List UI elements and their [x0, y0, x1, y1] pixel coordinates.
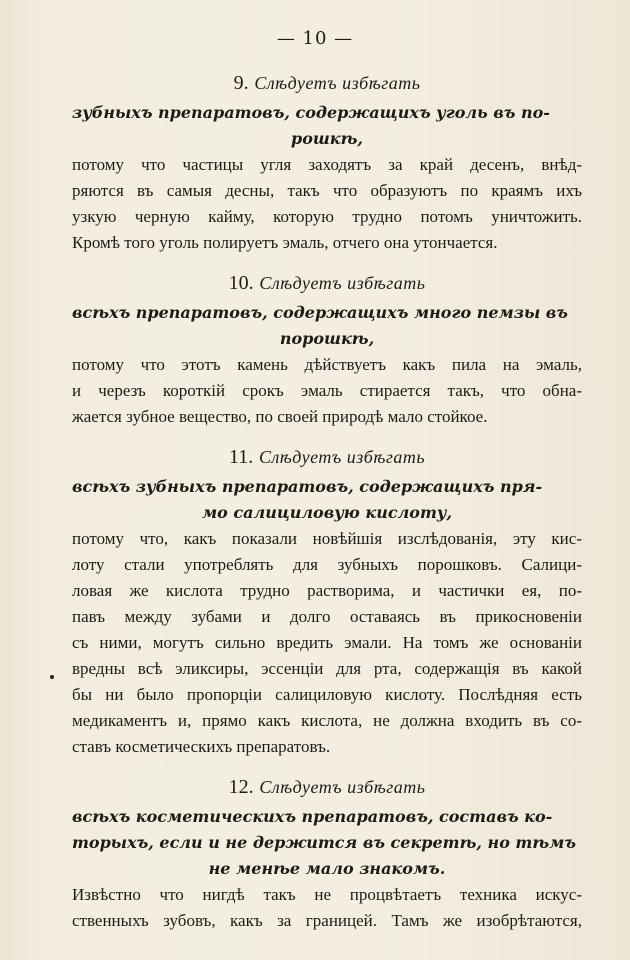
body-line: потому что этотъ камень дѣйствуетъ какъ пила на эмаль, [72, 355, 582, 374]
section-heading-text: Слѣдуетъ избѣгать [259, 777, 426, 797]
section-subject [72, 100, 582, 152]
section-number: 11. [228, 446, 254, 468]
section-heading [72, 774, 582, 801]
subject-line: всѣхъ зубныхъ препаратовъ, содержащихъ пря- [72, 477, 543, 496]
page-content [72, 70, 582, 948]
section-number: 9. [233, 72, 249, 94]
section-number: 12. [228, 776, 254, 798]
body-line: павъ между зубами и долго оставаясь въ прикосновеніи [72, 607, 582, 626]
body-line: жается зубное вещество, по своей природѣ мало стойкое. [72, 407, 488, 426]
section-11 [72, 444, 582, 760]
body-line: лоту стали употреблять для зубныхъ порошковъ. Салици- [72, 555, 582, 574]
section-heading-text: Слѣдуетъ избѣгать [258, 447, 426, 467]
section-12 [72, 774, 582, 934]
section-subject [72, 474, 582, 526]
section-heading-text: Слѣдуетъ избѣгать [259, 273, 426, 293]
section-body [72, 352, 582, 430]
section-body [72, 152, 582, 256]
body-line: медикаментъ и, прямо какъ кислота, не должна входить въ со- [72, 711, 582, 730]
section-heading [72, 70, 582, 97]
subject-line: рошкѣ, [291, 129, 363, 148]
subject-line: всѣхъ косметическихъ препаратовъ, составъ ко- [72, 807, 553, 826]
section-subject [72, 300, 582, 352]
section-heading [72, 270, 582, 297]
section-number: 10. [228, 272, 254, 294]
section-body [72, 526, 582, 760]
section-10 [72, 270, 582, 430]
body-line: потому что частицы угля заходятъ за край десенъ, внѣд- [72, 155, 582, 174]
body-line: бы ни было пропорціи салициловую кислоту. Послѣдняя есть [72, 685, 582, 704]
subject-line: мо салициловую кислоту, [201, 503, 453, 522]
body-line: вредны всѣ эликсиры, эссенціи для рта, содержащія въ какой [72, 659, 582, 678]
body-line: Извѣстно что нигдѣ такъ не процвѣтаетъ техника искус- [72, 885, 582, 904]
body-line: ставъ косметическихъ препаратовъ. [72, 737, 331, 756]
page-number: — 10 — [276, 28, 354, 49]
body-line: узкую черную кайму, которую трудно потомъ уничтожить. [72, 207, 582, 226]
margin-speck [50, 675, 54, 679]
subject-line: всѣхъ препаратовъ, содержащихъ много пемзы въ [72, 303, 568, 322]
section-body [72, 882, 582, 934]
subject-line: зубныхъ препаратовъ, содержащихъ уголь въ по- [72, 103, 550, 122]
section-heading [72, 444, 582, 471]
body-line: съ ними, могутъ сильно вредить эмали. На томъ же основаніи [72, 633, 582, 652]
body-line: ственныхъ зубовъ, какъ за границей. Тамъ же изобрѣтаются, [72, 911, 582, 930]
subject-line: торыхъ, если и не держится въ секретѣ, но тѣмъ [72, 833, 576, 852]
body-line: потому что, какъ показали новѣйшія изслѣдованія, эту кис- [72, 529, 582, 548]
section-heading-text: Слѣдуетъ избѣгать [254, 73, 421, 93]
body-line: Кромѣ того уголь полируетъ эмаль, отчего она утончается. [72, 233, 498, 252]
section-subject [72, 804, 582, 882]
body-line: ряются въ самыя десны, такъ что образуютъ по краямъ ихъ [72, 181, 582, 200]
body-line: ловая же кислота трудно растворима, и частички ея, по- [72, 581, 582, 600]
body-line: и черезъ короткій срокъ эмаль стирается такъ, что обна- [72, 381, 582, 400]
subject-line: не менѣе мало знакомъ. [208, 859, 446, 878]
subject-line: порошкѣ, [279, 329, 375, 348]
section-9 [72, 70, 582, 256]
